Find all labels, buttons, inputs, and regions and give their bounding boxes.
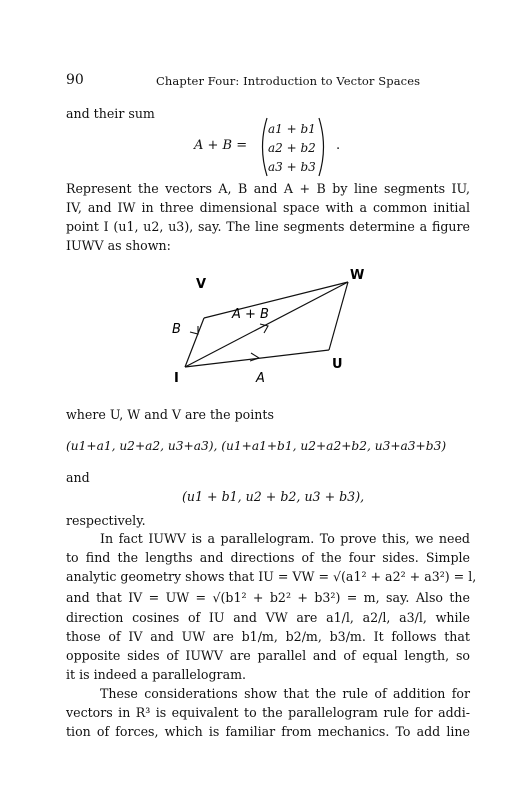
intro-line: and their sum <box>66 106 155 121</box>
parallelogram-figure <box>160 262 380 390</box>
points-u-w: (u1+a1, u2+a2, u3+a3), (u1+a1+b1, u2+a2+b2, u3+a3+b3) <box>66 439 447 453</box>
equation-lhs: A + B = <box>194 138 248 153</box>
para3-line: analytic geometry shows that IU = VW = √(a1² + a2² + a3²) = l, <box>66 569 477 584</box>
para3-line: opposite sides of IUWV are parallel and of equal length, so <box>66 648 470 663</box>
para3-line: to find the lengths and directions of the four sides. Simple <box>66 550 470 565</box>
para3-line: In fact IUWV is a parallelogram. To prove this, we need <box>100 531 470 546</box>
label-i: I <box>174 371 179 386</box>
page-number: 90 <box>66 72 84 88</box>
equation-row: a2 + b2 <box>268 141 316 155</box>
label-u: U <box>332 357 343 372</box>
para3-line: it is indeed a parallelogram. <box>66 667 247 682</box>
label-b: B <box>172 322 181 337</box>
label-w: W <box>350 268 365 283</box>
para2-respectively: respectively. <box>66 513 146 528</box>
running-title: Chapter Four: Introduction to Vector Spaces <box>156 74 421 88</box>
diagonal-iw <box>185 282 348 367</box>
equation-row: a1 + b1 <box>268 122 316 136</box>
equation-column <box>268 120 316 177</box>
para2-line: where U, W and V are the points <box>66 407 274 422</box>
para1-line: IV, and IW in three dimensional space with a common initial <box>66 200 470 215</box>
sum-equation <box>194 116 354 176</box>
para4-line: tion of forces, which is familiar from mechanics. To add line <box>66 724 470 739</box>
para3-line: those of IV and UW are b1/m, b2/m, b3/m. It follows that <box>66 629 470 644</box>
side-wu <box>329 282 348 350</box>
equation-period: . <box>336 138 341 153</box>
right-paren <box>316 116 330 178</box>
arrow-b-icon <box>190 326 198 334</box>
point-v: (u1 + b1, u2 + b2, u3 + b3), <box>182 489 365 504</box>
side-iv <box>185 318 204 367</box>
para1-line: Represent the vectors A, B and A + B by line segments IU, <box>66 181 470 196</box>
para1-line: IUWV as shown: <box>66 238 171 253</box>
side-vw <box>204 282 348 318</box>
label-v: V <box>196 277 207 292</box>
para1-line: point I (u1, u2, u3), say. The line segments determine a figure <box>66 219 470 234</box>
para2-and: and <box>66 470 90 485</box>
label-a-plus-b: A + B <box>232 307 269 322</box>
arrow-sum-icon <box>260 324 268 333</box>
label-a: A <box>256 371 265 386</box>
equation-row: a3 + b3 <box>268 160 316 174</box>
para3-line: and that IV = UW = √(b1² + b2² + b3²) = m, say. Also the <box>66 590 470 605</box>
para3-line: direction cosines of IU and VW are a1/l, a2/l, a3/l, while <box>66 610 470 625</box>
para4-line: vectors in R³ is equivalent to the parallelogram rule for addi- <box>66 705 470 720</box>
para4-line: These considerations show that the rule of addition for <box>100 686 470 701</box>
arrow-a-icon <box>250 353 259 361</box>
